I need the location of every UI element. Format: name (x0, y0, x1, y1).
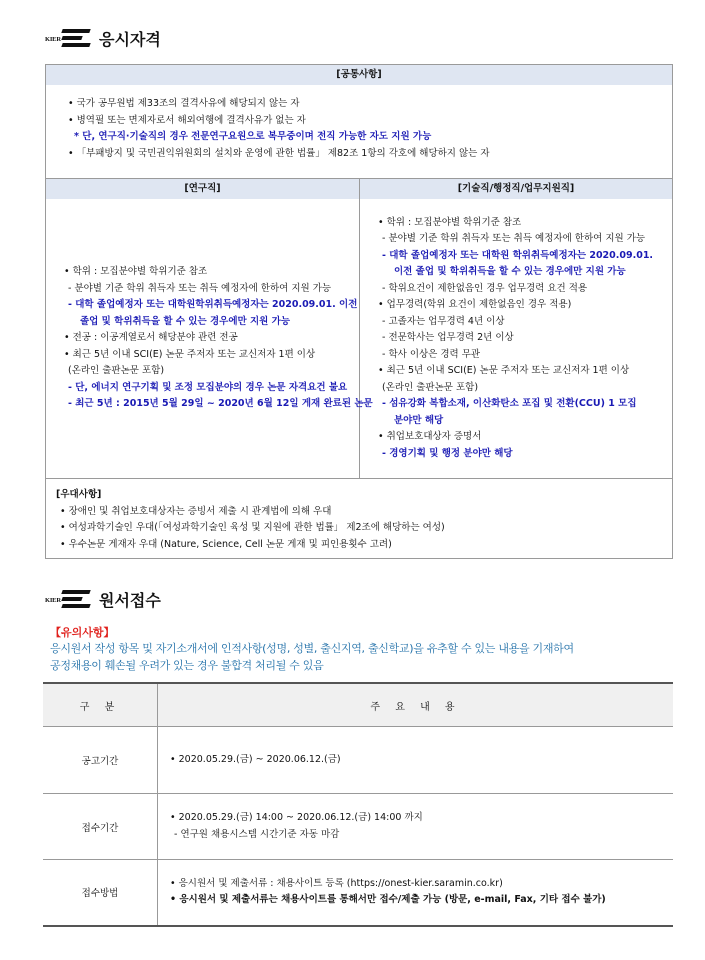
research-line: 졸업 및 학위취득을 할 수 있는 경우에만 지원 가능 (80, 315, 290, 327)
row-content: • 응시원서 및 제출서류 : 채용사이트 등록 (https://onest-kier.saramin.co.kr) • 응시원서 및 제출서류는 채용사이트를 통해서만 접수/제출 가능 (방문, e-mail, Fax, 기타 접수 불가) (158, 860, 674, 926)
section-title: 응시자격 (99, 29, 161, 49)
technical-line: (온라인 출판논문 포함) (382, 381, 479, 393)
row-content: • 2020.05.29.(금) ~ 2020.06.12.(금) (158, 727, 674, 794)
technical-header: [기술직/행정직/업무지원직] (360, 179, 672, 199)
research-line: - 단, 에너지 연구기획 및 조정 모집분야의 경우 논문 자격요건 불요 (68, 381, 348, 393)
research-line: (온라인 출판논문 포함) (68, 365, 165, 377)
section-title: 원서접수 (99, 590, 161, 610)
notice-line: 응시원서 작성 항목 및 자기소개서에 인적사항(성명, 성별, 출신지역, 출신학교)을 유추할 수 있는 내용을 기재하여 (50, 642, 574, 655)
technical-line: - 섬유강화 복합소재, 이산화탄소 포집 및 전환(CCU) 1 모집 (382, 398, 637, 410)
common-requirements-box (45, 64, 673, 178)
research-column (46, 179, 373, 478)
technical-line: - 분야별 기준 학위 취득자 또는 취득 예정자에 한하여 지원 가능 (382, 233, 646, 245)
preference-header: [우대사항] (56, 489, 102, 500)
technical-line: • 학위 : 모집분야별 학위기준 참조 (378, 216, 522, 228)
application-table (43, 682, 673, 927)
technical-line: - 대학 졸업예정자 또는 대학원 학위취득예정자는 2020.09.01. (382, 249, 654, 261)
research-line: - 대학 졸업예정자 또는 대학원학위취득예정자는 2020.09.01. 이전 (68, 299, 358, 311)
notice-text (50, 640, 574, 674)
section-header-application (45, 587, 161, 611)
common-header: [공통사항] (46, 65, 672, 85)
preference-line: • 우수논문 게재자 우대 (Nature, Science, Cell 논문 게재 및 피인용횟수 고려) (60, 538, 392, 550)
research-line: • 학위 : 모집분야별 학위기준 참조 (64, 266, 208, 278)
technical-line: • 취업보호대상자 증명서 (378, 431, 482, 443)
preference-line: • 여성과학기술인 우대(「여성과학기술인 육성 및 지원에 관한 법률」 제2조에 해당하는 여성) (60, 522, 445, 533)
technical-column (360, 179, 672, 478)
job-type-requirements (45, 178, 673, 479)
column-header-category: 구 분 (43, 683, 158, 727)
research-line: - 최근 5년 : 2015년 5월 29일 ~ 2020년 6월 12일 게재 완료된 논문 (68, 398, 373, 410)
table-row (43, 794, 673, 860)
technical-line: - 고졸자는 업무경력 4년 이상 (382, 315, 505, 327)
research-line: • 최근 5년 이내 SCI(E) 논문 주저자 또는 교신저자 1편 이상 (64, 348, 316, 360)
technical-line: • 업무경력(학위 요건이 제한없음인 경우 적용) (378, 299, 572, 311)
technical-line: - 전문학사는 업무경력 2년 이상 (382, 332, 514, 344)
column-header-content: 주 요 내 용 (158, 683, 674, 727)
row-label: 접수기간 (43, 794, 158, 860)
research-line: - 분야별 기준 학위 취득자 또는 취득 예정자에 한하여 지원 가능 (68, 282, 332, 294)
row-content: • 2020.05.29.(금) 14:00 ~ 2020.06.12.(금) 14:00 까지 - 연구원 채용시스템 시간기준 자동 마감 (158, 794, 674, 860)
notice-label: 【유의사항】 (50, 626, 115, 639)
kier-logo: KIER (45, 26, 91, 50)
row-label: 공고기간 (43, 727, 158, 794)
technical-line: 이전 졸업 및 학위취득을 할 수 있는 경우에만 지원 가능 (394, 266, 626, 278)
research-header: [연구직] (46, 179, 359, 199)
common-line: • 국가 공무원법 제33조의 결격사유에 해당되지 않는 자 (68, 98, 300, 109)
technical-line: - 경영기획 및 행정 분야만 해당 (382, 447, 513, 459)
technical-line: • 최근 5년 이내 SCI(E) 논문 주저자 또는 교신저자 1편 이상 (378, 365, 630, 377)
technical-line: - 학위요건이 제한없음인 경우 업무경력 요건 적용 (382, 282, 588, 294)
row-label: 접수방법 (43, 860, 158, 926)
preference-line: • 장애인 및 취업보호대상자는 증빙서 제출 시 관계법에 의해 우대 (60, 505, 332, 517)
preference-box (45, 478, 673, 559)
common-line: • 「부패방지 및 국민권익위원회의 설치와 운영에 관한 법률」 제82조 1항의 각호에 해당하지 않는 자 (68, 147, 490, 159)
notice-line: 공정채용이 훼손될 우려가 있는 경우 불합격 처리될 수 있음 (50, 659, 324, 672)
common-line: • 병역필 또는 면제자로서 해외여행에 결격사유가 없는 자 (68, 114, 306, 126)
table-row (43, 860, 673, 926)
technical-line: 분야만 해당 (394, 414, 444, 426)
kier-logo: KIER (45, 587, 91, 611)
technical-line: - 학사 이상은 경력 무관 (382, 348, 481, 360)
section-header-qualification (45, 26, 161, 50)
table-row (43, 727, 673, 794)
research-line: • 전공 : 이공계열로서 해당분야 관련 전공 (64, 332, 238, 344)
common-line: * 단, 연구직·기술직의 경우 전문연구요원으로 복무중이며 전직 가능한 자도 지원 가능 (74, 131, 432, 142)
